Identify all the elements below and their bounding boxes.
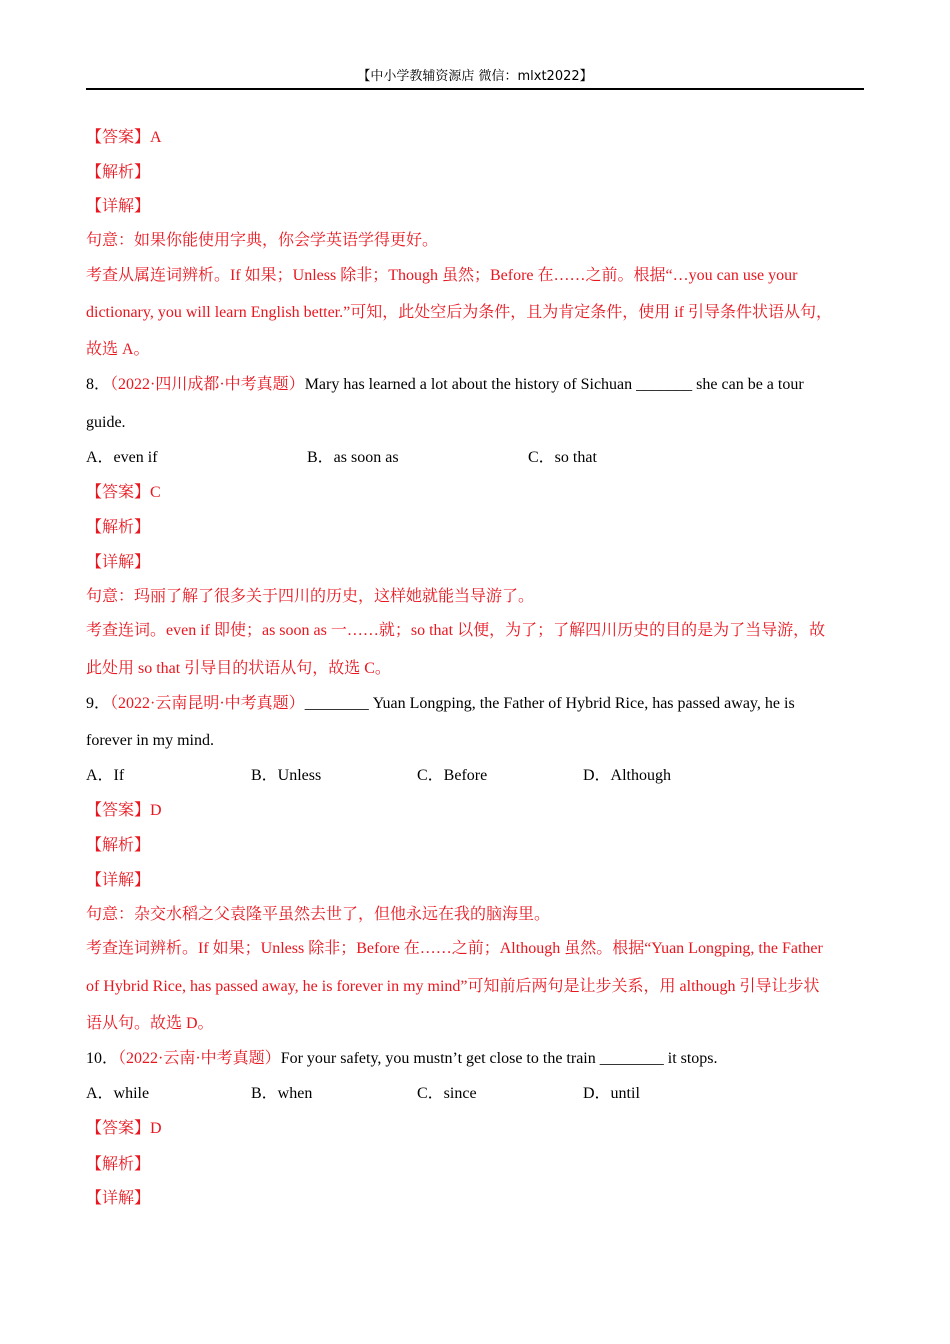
q9-stem-line-1 [86, 694, 876, 714]
q8-option-b: B．as soon as [307, 449, 399, 466]
q8-answer: 【答案】C [86, 484, 161, 501]
q7-meaning: 句意：如果你能使用字典，你会学英语学得更好。 [86, 232, 439, 249]
q9-explain-3: 语从句。故选 D。 [86, 1015, 214, 1032]
q8-analysis-label: 【解析】 [86, 519, 151, 536]
q9-detail-label: 【详解】 [86, 872, 151, 889]
q7-explain-1: 考查从属连词辨析。If 如果；Unless 除非；Though 虽然；Before 在……之前。根据“…you can use your [86, 267, 798, 284]
q10-option-a: A．while [86, 1085, 150, 1102]
q10-option-c: C．since [417, 1085, 477, 1102]
q9-analysis-label: 【解析】 [86, 837, 151, 854]
page-header: 【中小学教辅资源店 微信：mlxt2022】 [86, 66, 864, 90]
q9-number: 9． [86, 695, 111, 712]
q8-explain-2: 此处用 so that 引导目的状语从句，故选 C。 [86, 660, 391, 677]
q9-option-d: D．Although [583, 767, 672, 784]
q8-number: 8． [86, 376, 111, 393]
q9-option-a: A．If [86, 767, 125, 784]
q10-number: 10． [86, 1050, 119, 1067]
q9-explain-1: 考查连词辨析。If 如果；Unless 除非；Before 在……之前；Although 虽然。根据“Yuan Longping, the Father [86, 940, 823, 957]
q8-option-c: C．so that [528, 449, 597, 466]
q8-source: （2022·四川成都·中考真题） [110, 376, 305, 393]
q7-explain-2: dictionary, you will learn English better.”可知，此处空后为条件，且为肯定条件，使用 if 引导条件状语从句， [86, 304, 833, 321]
q10-option-b: B．when [251, 1085, 313, 1102]
q8-stem-line-2: guide. [86, 414, 126, 431]
q8-option-a: A．even if [86, 449, 158, 466]
q10-answer: 【答案】D [86, 1120, 162, 1137]
q8-stem: Mary has learned a lot about the history of Sichuan _______ she can be a tour [304, 376, 804, 393]
q9-answer: 【答案】D [86, 802, 162, 819]
q10-option-d: D．until [583, 1085, 640, 1102]
q8-stem-line-1 [86, 375, 876, 395]
q9-stem-line-2: forever in my mind. [86, 732, 214, 749]
q7-analysis-label: 【解析】 [86, 164, 151, 181]
q9-option-c: C．Before [417, 767, 488, 784]
q8-meaning: 句意：玛丽了解了很多关于四川的历史，这样她就能当导游了。 [86, 588, 535, 605]
q7-answer: 【答案】A [86, 129, 162, 146]
q9-stem: ________ Yuan Longping, the Father of Hybrid Rice, has passed away, he is [304, 695, 795, 712]
q9-explain-2: of Hybrid Rice, has passed away, he is forever in my mind”可知前后两句是让步关系，用 although 引导让步状 [86, 978, 820, 995]
q9-option-b: B．Unless [251, 767, 322, 784]
q8-explain-1: 考查连词。even if 即使；as soon as 一……就；so that 以便，为了；了解四川历史的目的是为了当导游，故 [86, 622, 826, 639]
q7-explain-3: 故选 A。 [86, 341, 150, 358]
q7-detail-label: 【详解】 [86, 198, 151, 215]
q9-source: （2022·云南昆明·中考真题） [110, 695, 305, 712]
q10-detail-label: 【详解】 [86, 1190, 151, 1207]
q9-meaning: 句意：杂交水稻之父袁隆平虽然去世了，但他永远在我的脑海里。 [86, 906, 551, 923]
q10-analysis-label: 【解析】 [86, 1156, 151, 1173]
q10-stem: For your safety, you mustn’t get close to the train ________ it stops. [280, 1050, 718, 1067]
q10-source: （2022·云南·中考真题） [118, 1050, 281, 1067]
q8-detail-label: 【详解】 [86, 554, 151, 571]
q10-stem-line-1 [86, 1049, 876, 1069]
